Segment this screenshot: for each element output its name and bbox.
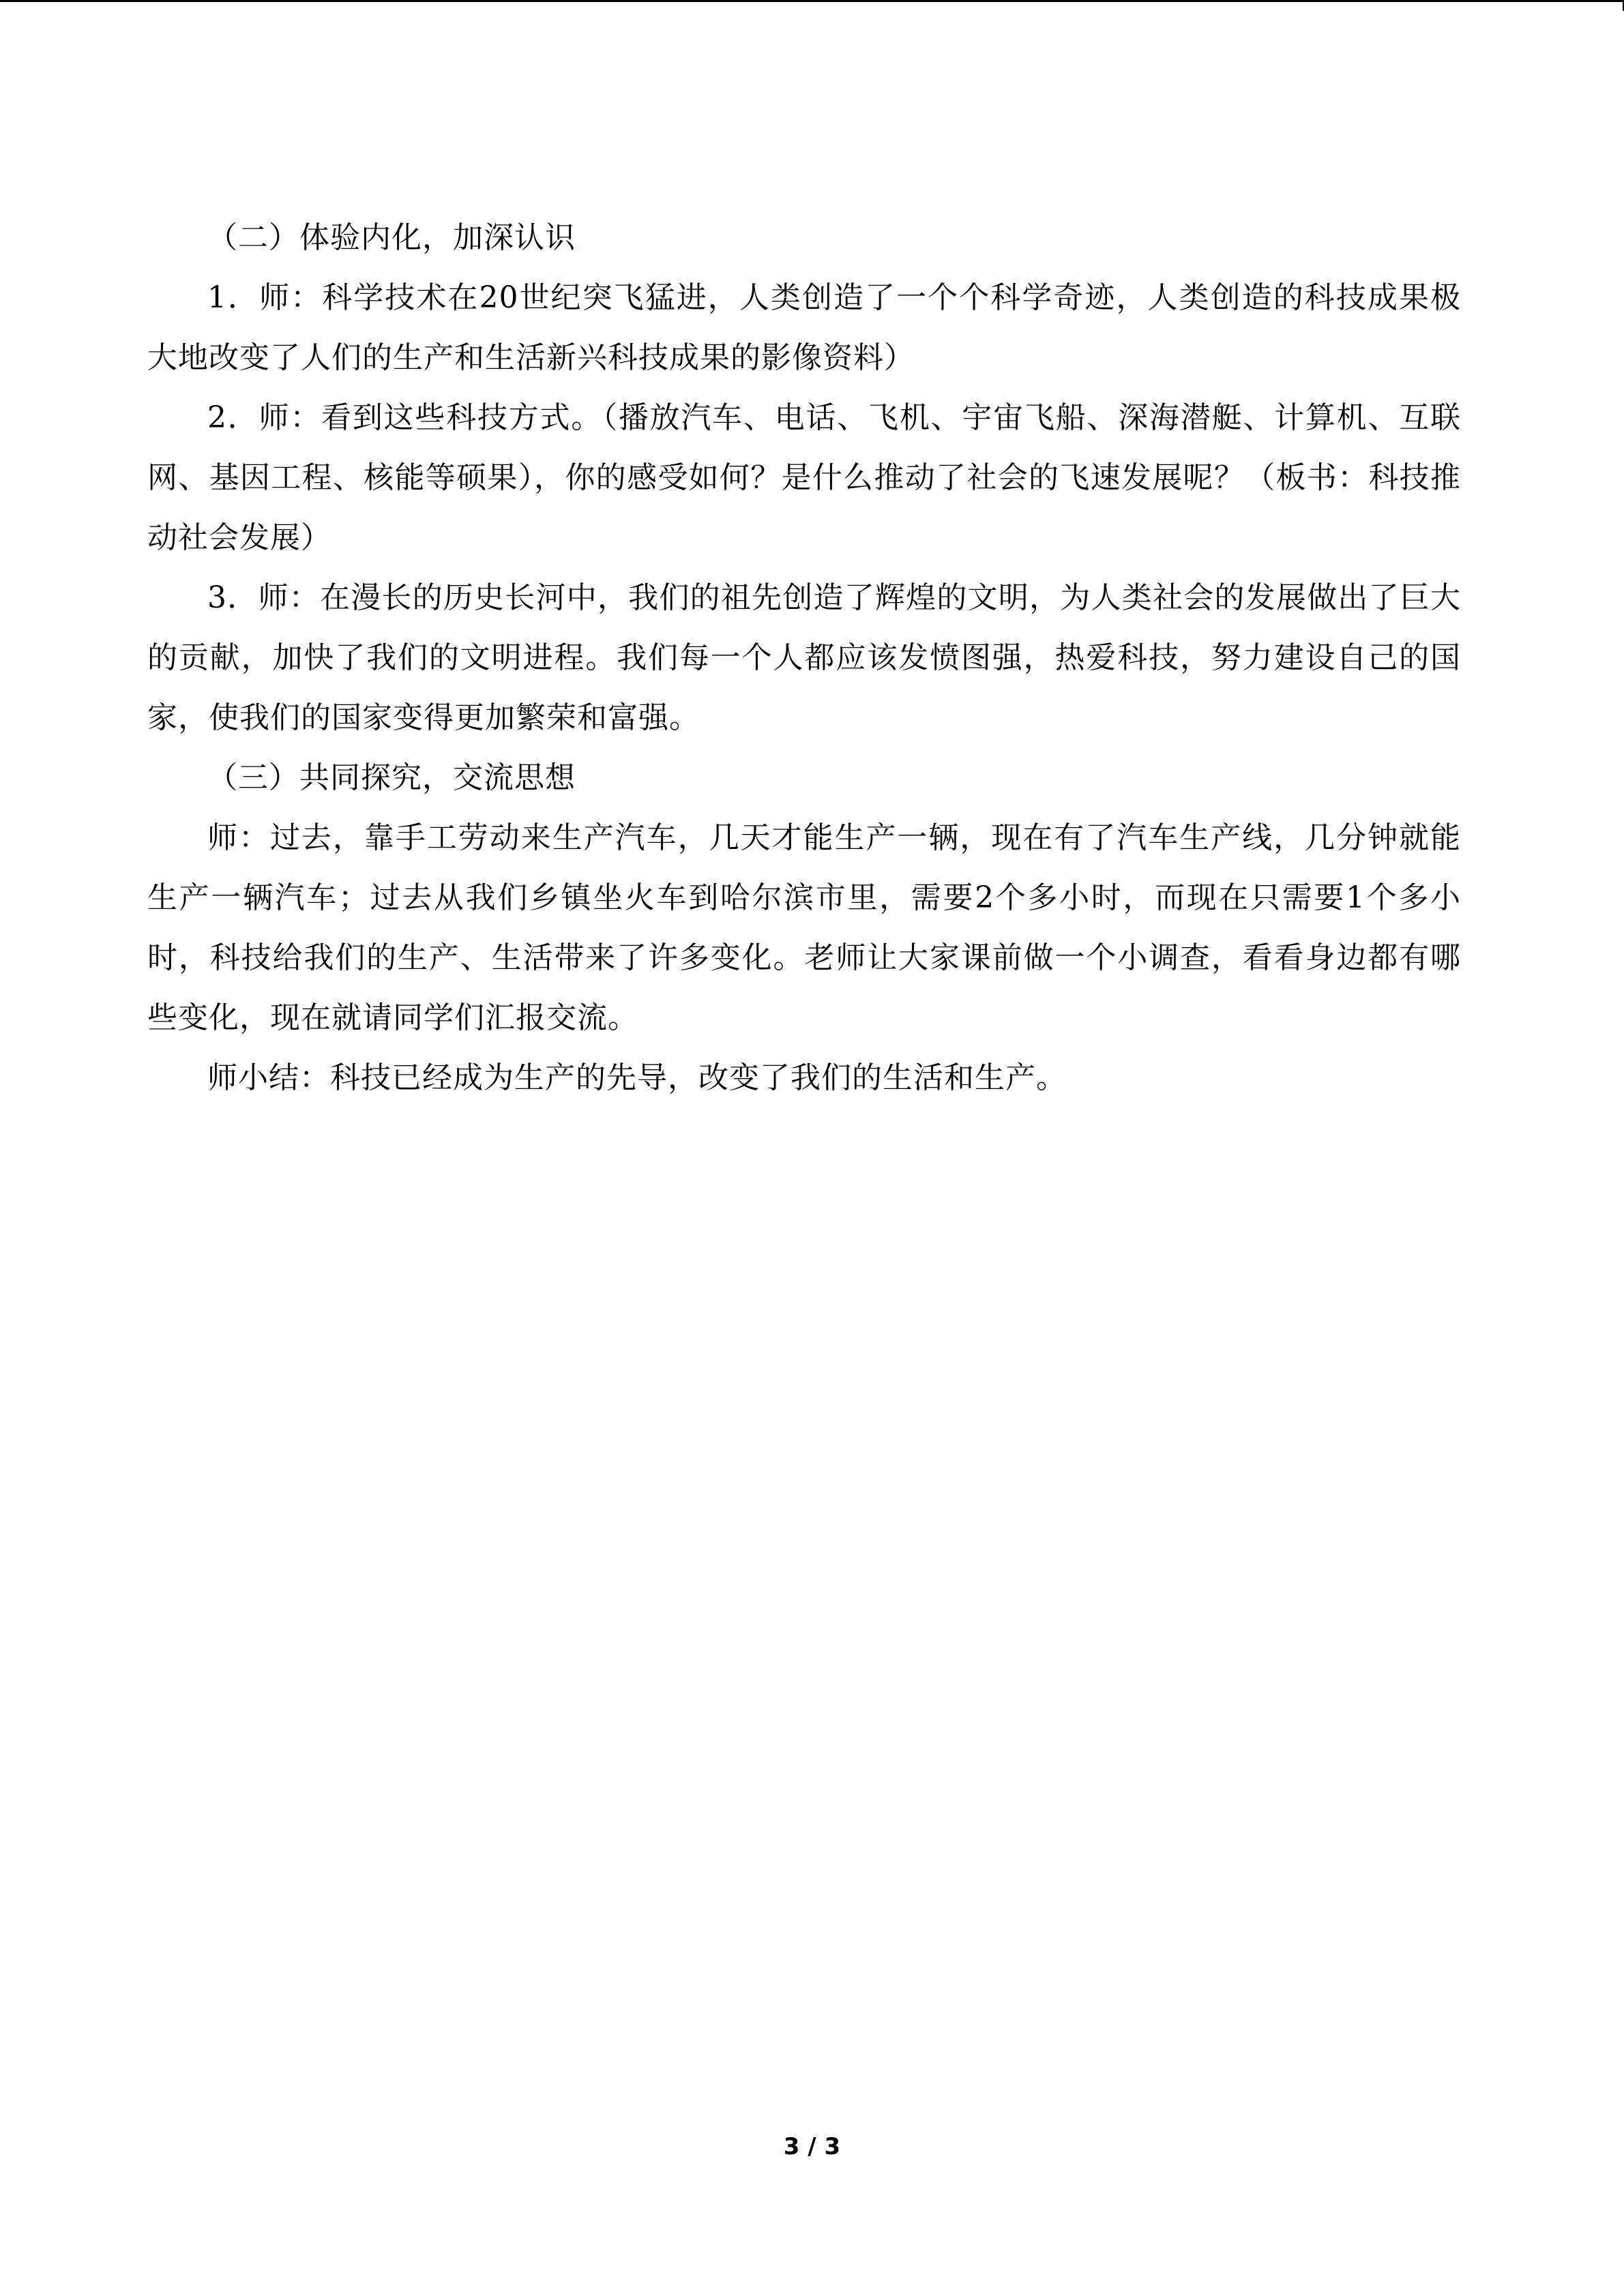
page-number: 3 / 3 [783,2133,841,2160]
top-border [0,0,1624,2]
paragraph-1: 1．师：科学技术在20世纪突飞猛进，人类创造了一个个科学奇迹，人类创造的科技成果极大地改变了人们的生产和生活新兴科技成果的影像资料） [147,280,1461,375]
paragraph-4: 师：过去，靠手工劳动来生产汽车，几天才能生产一辆，现在有了汽车生产线，几分钟就能生产一辆汽车；过去从我们乡镇坐火车到哈尔滨市里，需要2个多小时，而现在只需要1个多小时，科技给我们的生产、生活带来了许多变化。老师让大家课前做一个小调查，看看身边都有哪些变化，现在就请同学们汇报交流。 [147,820,1461,1035]
paragraph-3: 3．师：在漫长的历史长河中，我们的祖先创造了辉煌的文明，为人类社会的发展做出了巨大的贡献，加快了我们的文明进程。我们每一个人都应该发愤图强，热爱科技，努力建设自己的国家，使我们的国家变得更加繁荣和富强。 [147,580,1461,735]
section-heading-3: （三）共同探究，交流思想 [207,760,576,795]
section-heading-2: （二）体验内化，加深认识 [207,220,576,255]
paragraph-2: 2．师：看到这些科技方式。（播放汽车、电话、飞机、宇宙飞船、深海潜艇、计算机、互联网、基因工程、核能等硕果），你的感受如何？是什么推动了社会的飞速发展呢？（板书：科技推动社会发展） [147,400,1461,555]
document-body [147,208,1461,1108]
summary-paragraph: 师小结：科技已经成为生产的先导，改变了我们的生活和生产。 [207,1060,1067,1095]
